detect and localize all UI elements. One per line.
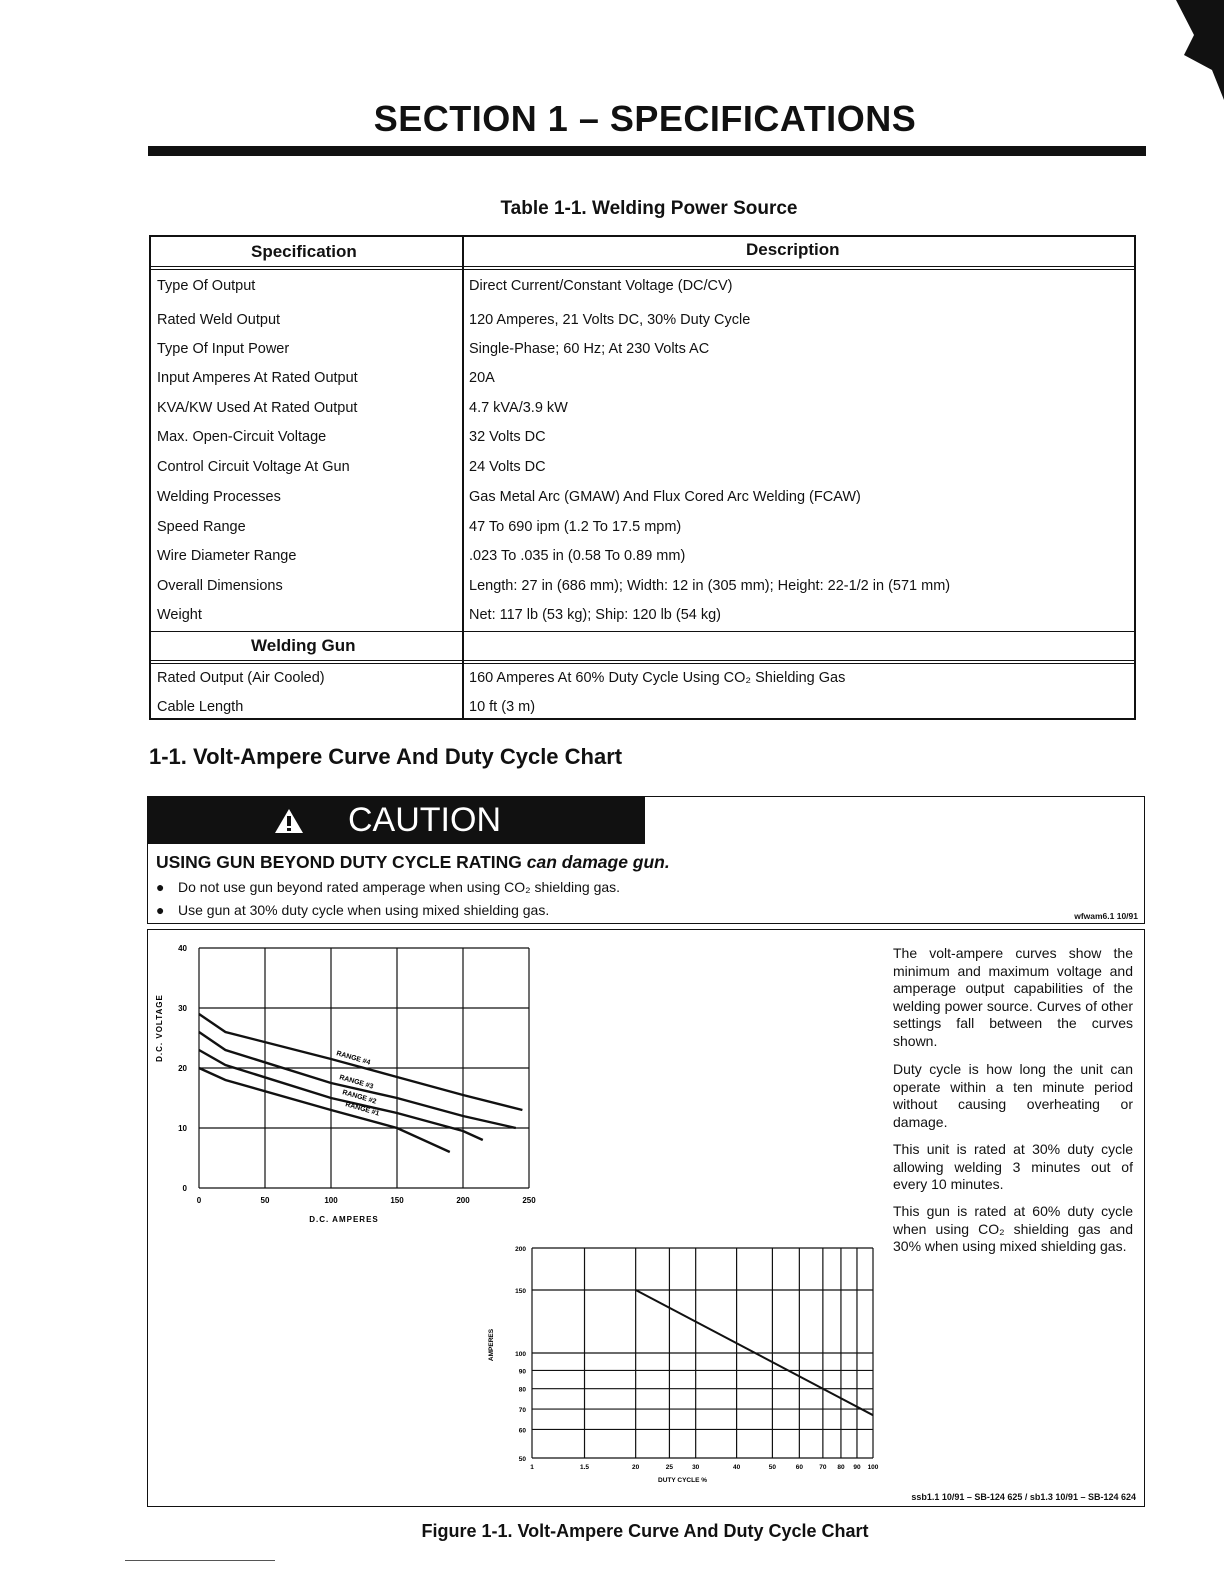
x-axis-label: DUTY CYCLE %: [658, 1477, 707, 1484]
spec-cell: Control Circuit Voltage At Gun: [157, 459, 350, 475]
x-axis-label: D.C. AMPERES: [309, 1215, 379, 1224]
x-tick-label: 0: [196, 1196, 202, 1205]
caution-banner: [148, 797, 645, 844]
series-label: RANGE #4: [335, 1050, 372, 1067]
description-paragraph: Duty cycle is how long the unit can operate within a ten minute period without causing overheating or damage.: [893, 1061, 1133, 1130]
x-tick-label: 50: [260, 1196, 270, 1205]
figure-code: ssb1.1 10/91 – SB-124 625 / sb1.3 10/91 – SB-124 624: [911, 1492, 1136, 1502]
spec-cell: Cable Length: [157, 699, 244, 715]
spec-cell: Rated Output (Air Cooled): [157, 670, 325, 686]
spec-cell: Rated Weld Output: [157, 312, 281, 328]
table-row: [151, 306, 1134, 335]
x-tick-label: 60: [795, 1464, 803, 1471]
section-title: SECTION 1 – SPECIFICATIONS: [373, 98, 917, 139]
desc-cell: 4.7 kVA/3.9 kW: [469, 400, 568, 416]
y-tick-label: 150: [515, 1288, 526, 1295]
desc-cell: 32 Volts DC: [469, 429, 546, 445]
spec-cell: Max. Open-Circuit Voltage: [157, 429, 327, 445]
header-description: Description: [746, 240, 840, 259]
desc-cell: 24 Volts DC: [469, 459, 546, 475]
x-tick-label: 100: [324, 1196, 338, 1205]
header-welding-gun: Welding Gun: [251, 636, 356, 655]
y-tick-label: 50: [518, 1456, 526, 1463]
description-paragraph: This unit is rated at 30% duty cycle allowing welding 3 minutes out of every 10 minutes.: [893, 1141, 1133, 1192]
x-tick-label: 150: [390, 1196, 404, 1205]
header-rule: [151, 266, 1134, 270]
y-tick-label: 70: [518, 1407, 526, 1415]
x-tick-label: 1: [530, 1464, 534, 1471]
spec-cell: Type Of Output: [157, 278, 256, 294]
y-tick-label: 60: [518, 1427, 526, 1435]
desc-cell: Length: 27 in (686 mm); Width: 12 in (305 mm); Height: 22-1/2 in (571 mm): [469, 578, 951, 594]
desc-cell: Gas Metal Arc (GMAW) And Flux Cored Arc Welding (FCAW): [469, 489, 861, 505]
x-tick-label: 100: [867, 1464, 879, 1471]
table-row: [151, 423, 1134, 452]
desc-cell: 47 To 690 ipm (1.2 To 17.5 mpm): [469, 519, 682, 535]
desc-cell: 120 Amperes, 21 Volts DC, 30% Duty Cycle: [469, 312, 751, 328]
table-caption: Table 1-1. Welding Power Source: [500, 198, 798, 219]
caution-title-bold: USING GUN BEYOND DUTY CYCLE RATING: [156, 852, 522, 872]
y-axis-label: D.C. VOLTAGE: [155, 994, 164, 1062]
table-row: [151, 272, 1134, 301]
x-tick-label: 90: [853, 1464, 861, 1471]
spec-cell: Overall Dimensions: [157, 578, 283, 594]
y-tick-label: 40: [178, 944, 187, 953]
spec-cell: Type Of Input Power: [157, 341, 290, 357]
x-tick-label: 1.5: [579, 1464, 590, 1471]
caution-bullet: ● Do not use gun beyond rated amperage when using CO₂ shielding gas.: [156, 879, 621, 895]
description-paragraph: This gun is rated at 60% duty cycle when using CO₂ shielding gas and 30% when using mixed shielding gas.: [893, 1203, 1133, 1254]
desc-cell: Net: 117 lb (53 kg); Ship: 120 lb (54 kg): [469, 607, 722, 623]
desc-cell: Direct Current/Constant Voltage (DC/CV): [469, 278, 733, 294]
header-specification: Specification: [251, 242, 357, 261]
footer-mark: [125, 1560, 275, 1571]
y-tick-label: 10: [178, 1124, 187, 1133]
figure-caption: Figure 1-1. Volt-Ampere Curve And Duty Cycle Chart: [421, 1521, 869, 1541]
subsection-heading: 1-1. Volt-Ampere Curve And Duty Cycle Chart: [149, 744, 623, 769]
corner-mark: [1154, 0, 1224, 100]
spec-cell: Speed Range: [157, 519, 246, 535]
table-row: [151, 364, 1134, 393]
y-axis-label: AMPERES: [488, 1328, 495, 1362]
y-tick-label: 20: [178, 1064, 187, 1073]
desc-cell: 20A: [469, 370, 495, 386]
spec-table: [149, 235, 1136, 720]
x-tick-label: 30: [692, 1464, 700, 1471]
desc-cell: 160 Amperes At 60% Duty Cycle Using CO₂ Shielding Gas: [469, 670, 846, 686]
x-tick-label: 50: [768, 1464, 777, 1471]
table-row: [151, 513, 1134, 542]
series-label: RANGE #2: [341, 1089, 378, 1106]
y-tick-label: 100: [515, 1351, 526, 1358]
caution-bullet-text: Use gun at 30% duty cycle when using mixed shielding gas.: [178, 902, 550, 918]
series-label: RANGE #1: [344, 1101, 381, 1118]
spec-cell: KVA/KW Used At Rated Output: [157, 400, 358, 416]
caution-code: wfwam6.1 10/91: [1074, 911, 1138, 921]
warning-triangle-icon: [274, 808, 304, 834]
desc-cell: .023 To .035 in (0.58 To 0.89 mm): [469, 548, 686, 564]
table-row: [151, 453, 1134, 482]
spec-cell: Input Amperes At Rated Output: [157, 370, 358, 386]
table-row: [151, 394, 1134, 423]
desc-cell: Single-Phase; 60 Hz; At 230 Volts AC: [469, 341, 710, 357]
title-rule: [148, 146, 1146, 156]
table-row: [151, 483, 1134, 512]
table-row: [151, 335, 1134, 364]
spec-cell: Wire Diameter Range: [157, 548, 297, 564]
table-row: [151, 572, 1134, 601]
table-row: [151, 693, 1134, 722]
caution-bullet-text: Do not use gun beyond rated amperage when using CO₂ shielding gas.: [178, 879, 621, 895]
gun-section-rule: [151, 631, 1134, 632]
y-tick-label: 80: [518, 1386, 526, 1394]
x-tick-label: 70: [819, 1464, 827, 1471]
table-row: [151, 664, 1134, 693]
x-tick-label: 40: [732, 1464, 741, 1471]
table-row: [151, 601, 1134, 630]
x-tick-label: 200: [456, 1196, 470, 1205]
y-tick-label: 90: [518, 1368, 526, 1376]
figure-box: [147, 929, 1145, 1507]
desc-cell: 10 ft (3 m): [469, 699, 536, 715]
table-row: [151, 542, 1134, 571]
y-tick-label: 0: [182, 1184, 187, 1193]
x-tick-label: 80: [837, 1464, 845, 1471]
caution-box: [147, 796, 1145, 924]
y-tick-label: 30: [178, 1004, 187, 1013]
x-tick-label: 25: [665, 1464, 674, 1471]
spec-cell: Welding Processes: [157, 489, 281, 505]
x-tick-label: 20: [632, 1464, 640, 1471]
x-tick-label: 250: [522, 1196, 536, 1205]
caution-title-rest: can damage gun.: [521, 852, 670, 872]
caution-bullet: ● Use gun at 30% duty cycle when using mixed shielding gas.: [156, 902, 550, 918]
caution-title: [156, 852, 670, 873]
series-label: RANGE #3: [338, 1074, 375, 1091]
description-paragraph: The volt-ampere curves show the minimum and maximum voltage and amperage output capabilities of the welding power source. Curves of other settings fall between the curves shown.: [893, 945, 1133, 1049]
spec-cell: Weight: [157, 607, 202, 623]
caution-label: CAUTION: [348, 801, 501, 839]
y-tick-label: 200: [515, 1246, 526, 1253]
